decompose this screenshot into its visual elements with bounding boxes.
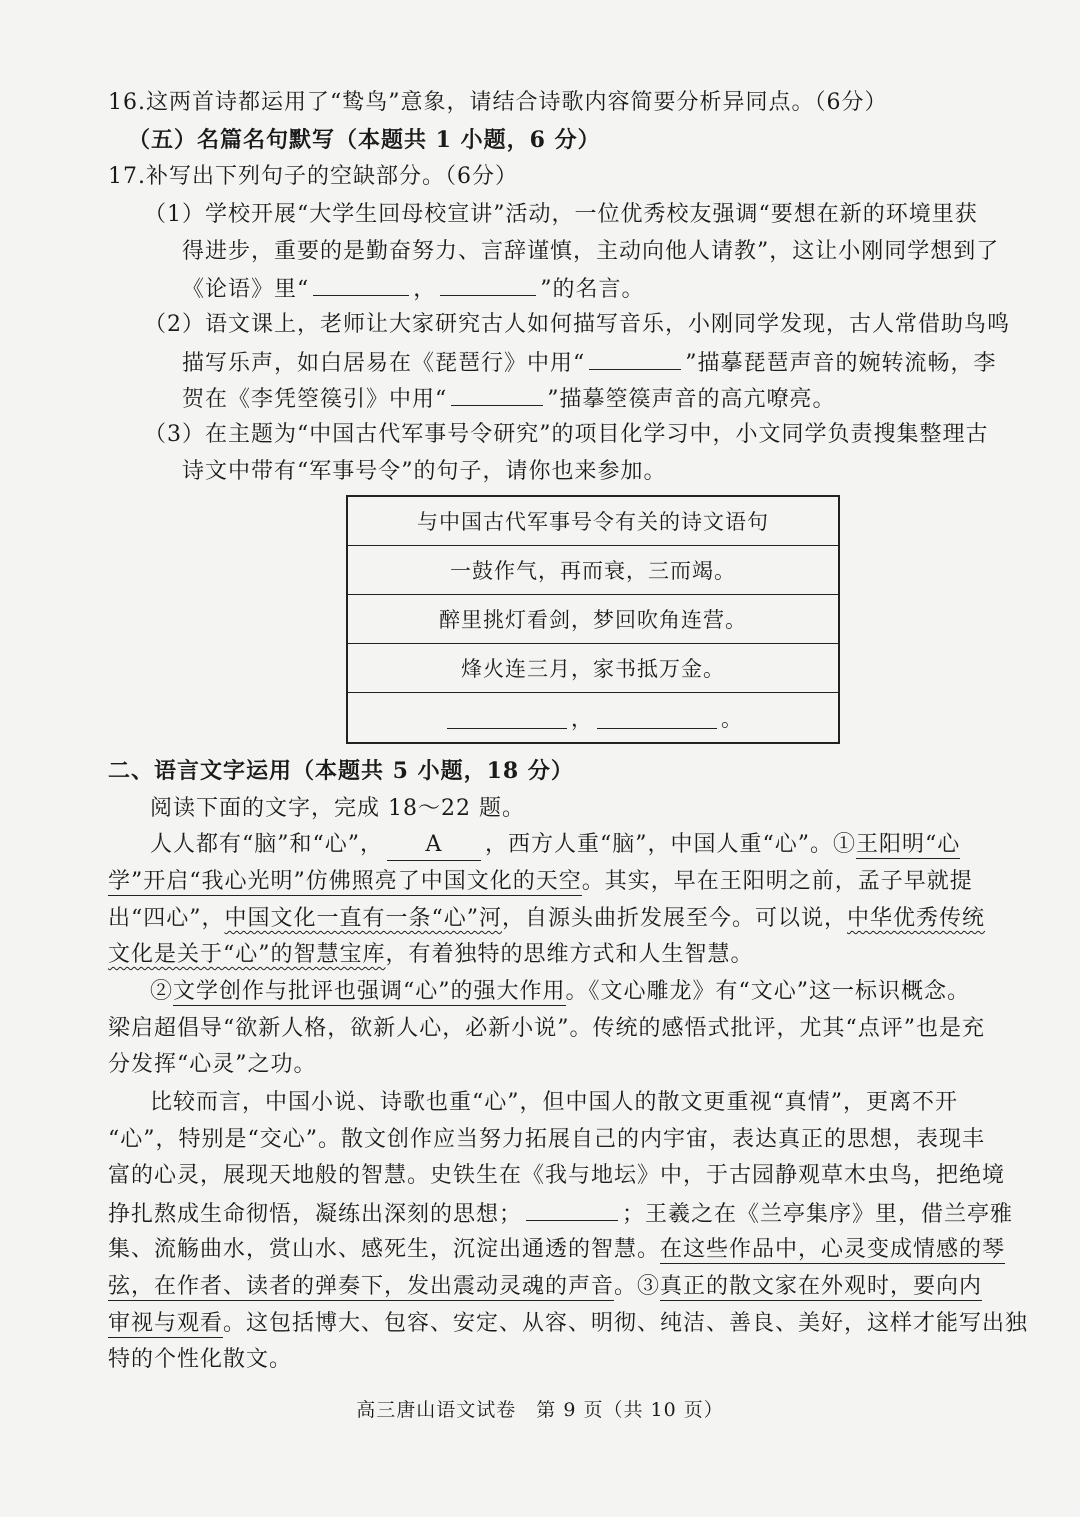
para3-line2: “心”，特别是“交心”。散文创作应当努力拓展自己的内宇宙，表达真正的思想，表现丰: [108, 1127, 985, 1152]
text: ，有着独特的思维方式和人生智慧。: [385, 942, 754, 967]
wavy-underlined-phrase-cont: 文化是关于“心”的智慧宝库: [108, 942, 386, 967]
text: ”描摹琵琶声音的婉转流畅，李: [685, 351, 997, 376]
text: 。: [721, 706, 743, 731]
q17-part1-line2: 得进步，重要的是勤奋努力、言辞谨慎，主动向他人请教”，这让小刚同学想到了: [182, 239, 1000, 264]
underlined-sentence: 在这些作品中，心灵变成情感的琴: [660, 1237, 1006, 1262]
text: ”描摹箜篌声音的高亢嘹亮。: [547, 387, 836, 412]
answer-blank[interactable]: [451, 383, 543, 406]
question-16: 16.这两首诗都运用了“鸷鸟”意象，请结合诗歌内容简要分析异同点。（6分）: [108, 90, 888, 115]
underlined-sentence-3-cont: 审视与观看: [108, 1311, 224, 1336]
para3-line4: [108, 1198, 1013, 1230]
answer-blank[interactable]: [440, 273, 536, 296]
table-row: 一鼓作气，再而衰，三而竭。: [348, 546, 838, 595]
para3-line8: 特的个性化散文。: [108, 1347, 293, 1372]
para3-line1: 比较而言，中国小说、诗歌也重“心”，但中国人的散文更重视“真情”，更离不开: [150, 1090, 958, 1115]
table-row: 烽火连三月，家书抵万金。: [348, 644, 838, 693]
underlined-sentence-1: 王阳明“心: [856, 832, 961, 857]
answer-blank[interactable]: [447, 706, 567, 729]
underlined-sentence-3: 真正的散文家在外观时，要向内: [660, 1274, 983, 1299]
text: 人人都有“脑”和“心”，: [150, 832, 383, 857]
para3-line3: 富的心灵，展现天地般的智慧。史铁生在《我与地坛》中，于古园静观草木虫鸟，把绝境: [108, 1163, 1006, 1188]
answer-blank[interactable]: [313, 273, 409, 296]
q17-part1-line3: [182, 273, 645, 305]
part2-title: 二、语言文字运用（本题共 5 小题，18 分）: [108, 758, 574, 784]
table-header: 与中国古代军事号令有关的诗文语句: [348, 497, 838, 546]
blank-a[interactable]: A: [387, 830, 481, 861]
q17-part2-line1: （2）语文课上，老师让大家研究古人如何描写音乐，小刚同学发现，古人常借助鸟鸣: [144, 312, 1010, 337]
text: 《论语》里“: [182, 277, 310, 302]
answer-blank[interactable]: [597, 706, 717, 729]
q17-part3-line2: 诗文中带有“军事号令”的句子，请你也来参加。: [182, 459, 667, 484]
text: 。③: [614, 1274, 661, 1299]
part2-intro: 阅读下面的文字，完成 18～22 题。: [150, 796, 525, 821]
text: 挣扎熬成生命彻悟，凝练出深刻的思想；: [108, 1202, 523, 1227]
text: 贺在《李凭箜篌引》中用“: [182, 387, 448, 412]
text: ，: [571, 706, 593, 731]
table-row-blank: [348, 693, 838, 742]
text: 集、流觞曲水，赏山水、感死生，沉淀出通透的智慧。: [108, 1237, 661, 1262]
text: 。其实，早在王阳明之前，孟子早就提: [581, 869, 973, 894]
answer-blank[interactable]: [589, 347, 681, 370]
text: 出“四心”，: [108, 906, 225, 931]
para3-line7: [108, 1309, 1028, 1339]
text: ；王羲之在《兰亭集序》里，借兰亭雅: [622, 1202, 1014, 1227]
section-5-title: （五）名篇名句默写（本题共 1 小题，6 分）: [128, 127, 601, 153]
q17-part2-line3: [182, 383, 836, 415]
underlined-sentence-cont: 弦，在作者、读者的弹奏下，发出震动灵魂的声音: [108, 1274, 615, 1299]
para1-line4: [108, 940, 754, 970]
text: 。《文心雕龙》有“文心”这一标识概念。: [565, 979, 971, 1004]
para2-line2: 梁启超倡导“欲新人格，欲新人心，必新小说”。传统的感悟式批评，尤其“点评”也是充: [108, 1016, 985, 1041]
q17-part2-line2: [182, 347, 997, 379]
text: 。这包括博大、包容、安定、从容、明彻、纯洁、善良、美好，这样才能写出独: [223, 1311, 1029, 1336]
text: ，: [413, 277, 437, 302]
answer-blank[interactable]: [526, 1198, 618, 1221]
para2-line3: 分发挥“心灵”之功。: [108, 1052, 317, 1077]
wavy-underlined-phrase: 中华优秀传统: [847, 906, 986, 931]
underlined-sentence-1-cont: 学”开启“我心光明”仿佛照亮了中国文化的天空: [108, 869, 582, 894]
q17-part3-line1: （3）在主题为“中国古代军事号令研究”的项目化学习中，小文同学负责搜集整理古: [144, 422, 989, 447]
page-footer: 高三唐山语文试卷 第 9 页（共 10 页）: [356, 1399, 724, 1421]
text: ，西方人重“脑”，中国人重“心”。①: [485, 832, 856, 857]
underlined-sentence-2: 文学创作与批评也强调“心”的强大作用: [173, 979, 566, 1004]
military-command-table: [346, 495, 840, 744]
para3-line5: [108, 1235, 1005, 1265]
question-17-stem: 17.补写出下列句子的空缺部分。（6分）: [108, 164, 518, 189]
text: ②: [150, 979, 174, 1004]
wavy-underlined-phrase: 中国文化一直有一条“心”河: [224, 906, 502, 931]
para1-line3: [108, 904, 985, 934]
para3-line6: [108, 1272, 982, 1302]
text: ，自源头曲折发展至今。可以说，: [502, 906, 848, 931]
text: ”的名言。: [540, 277, 645, 302]
para1-line2: [108, 867, 973, 897]
table-row: 醉里挑灯看剑，梦回吹角连营。: [348, 595, 838, 644]
para1-line1: [150, 830, 960, 861]
para2-line1: [150, 977, 970, 1007]
q17-part1-line1: （1）学校开展“大学生回母校宣讲”活动，一位优秀校友强调“要想在新的环境里获: [144, 202, 978, 227]
text: 描写乐声，如白居易在《琵琶行》中用“: [182, 351, 586, 376]
